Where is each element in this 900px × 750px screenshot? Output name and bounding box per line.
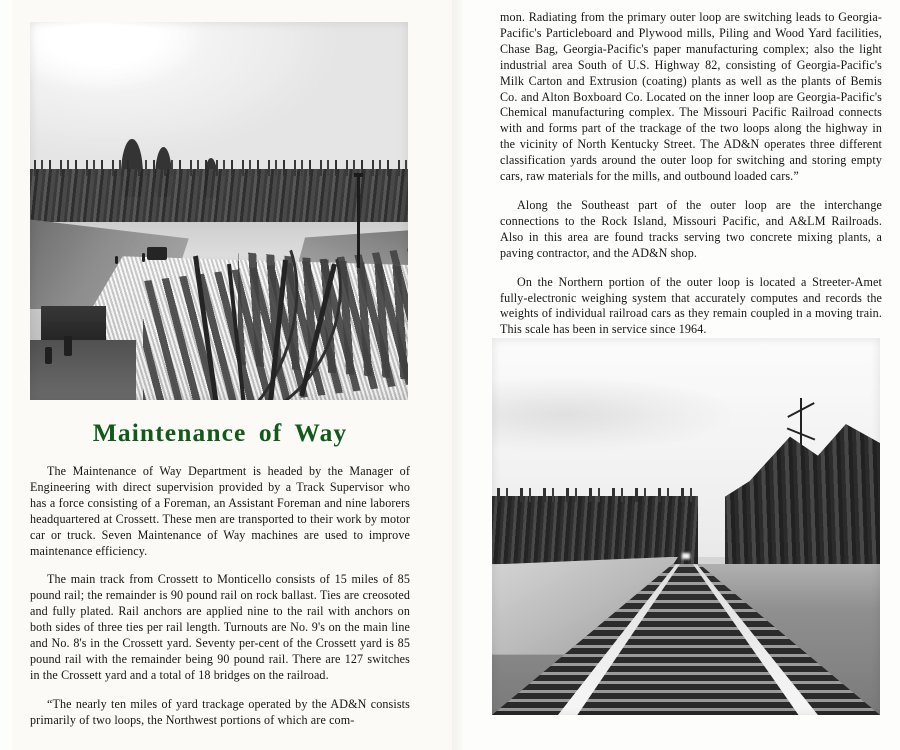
right-paragraph-1: mon. Radiating from the primary outer loop are switching leads to Georgia-Pacific's Particleboard and Plywood mills, Piling and Wood Yard facilities, Chase Bag, Georgia-Pacific's paper manufacturing complex; also the light industrial area South of U.S. Highway 82, consisting of Georgia-Pacific's Milk Carton and Extrusion (coating) plants as well as the plants of Bemis Co. and Alton Boxboard Co. Located on the inner loop are Georgia-Pacific's Chemical manufacturing complex. The Missouri Pacific Railroad connects with and forms part of the trackage of the two loops along the highway in the vicinity of North Kentucky Street. The AD&N operates three different classification yards around the outer loop for switching and storing empty cars, raw materials for the mills, and outbound loaded cars.”: [500, 10, 882, 184]
right-paragraph-3: On the Northern portion of the outer loop is located a Streeter-Amet fully-electronic weighing system that accurately computes and records the weights of individual railroad cars as they remain coupled in a moving train. This scale has been in service since 1964.: [500, 274, 882, 337]
photo2-vanishing-point: [682, 553, 690, 559]
left-column-text: [30, 404, 410, 729]
straight-track-vanishing-point-photo: [492, 338, 880, 715]
right-column-text: [500, 10, 882, 338]
left-paragraph-1: The Maintenance of Way Department is headed by the Manager of Engineering with direct supervision provided by a Track Supervisor who has a force consisting of a Foreman, an Assistant Foreman and nine laborers headquartered at Crossett. These men are transported to their work by motor car or truck. Seven Maintenance of Way machines are used to improve maintenance efficiency.: [30, 464, 410, 558]
left-paragraph-2: The main track from Crossett to Monticello consists of 15 miles of 85 pound rail; the remainder is 90 pound rail on rock ballast. Ties are creosoted and fully plated. Rail anchors are applied nine to the rail with anchors on both sides of three ties per rail length. Turnouts are No. 9's on the main line and No. 8's in the Crossett yard. Seventy per-cent of the Crossett yard is 85 pound rail with the remainder being 90 pound rail. There are 127 switches in the Crossett yard and a total of 18 bridges on the railroad.: [30, 572, 410, 682]
photo1-utility-pole: [357, 173, 360, 268]
right-paragraph-2: Along the Southeast part of the outer loop are the interchange connections to the Rock Island, Missouri Pacific, and A&LM Railroads. Also in this area are found tracks serving two concrete mixing plants, a paving contractor, and the AD&N shop.: [500, 197, 882, 260]
photo1-worker: [45, 347, 52, 364]
photo1-structure: [41, 306, 105, 344]
photo1-worker: [64, 336, 72, 356]
curving-track-with-turnout-photo: [30, 22, 408, 400]
page-gutter-shadow: [452, 0, 464, 750]
page-title: Maintenance of Way: [92, 418, 348, 447]
photo1-worker: [115, 256, 118, 264]
left-paragraph-3: “The nearly ten miles of yard trackage operated by the AD&N consists primarily of two loops, the Northwest portions of which are com-: [30, 696, 410, 727]
photo1-track-machine: [147, 247, 167, 260]
photo1-worker: [142, 253, 145, 262]
